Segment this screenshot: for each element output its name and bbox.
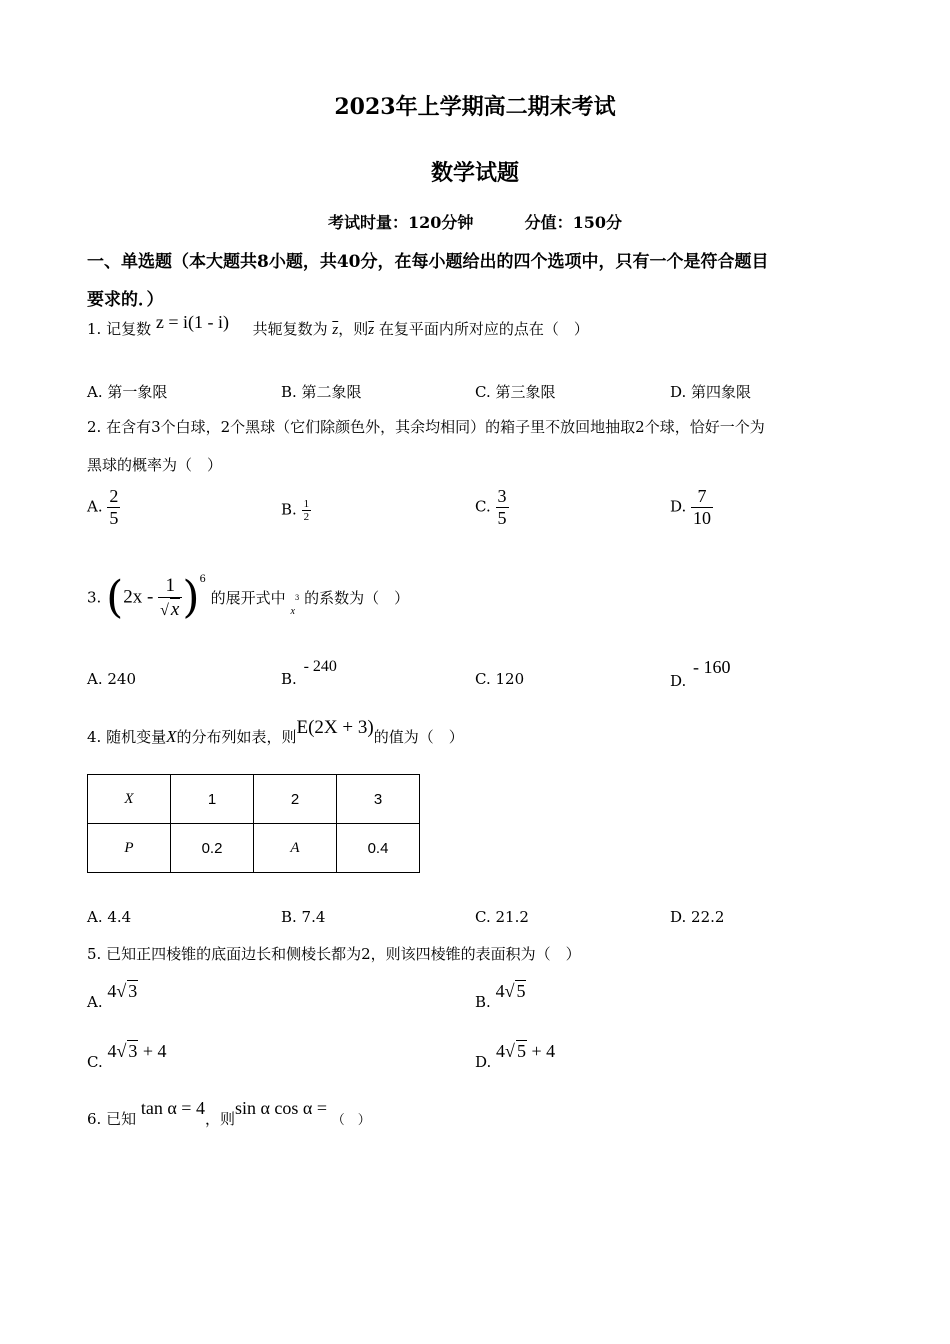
q3-b-value: - 240 — [303, 658, 337, 675]
section-heading: 一、单选题（本大题共8小题，共40分，在每小题给出的四个选项中，只有一个是符合题目 — [87, 252, 769, 272]
q1-prefix: 1. 记复数 — [87, 320, 152, 338]
q2-b-fraction: $\frac{1}{2}$ — [303, 498, 310, 523]
q6-middle: ，则 — [204, 1110, 235, 1128]
q4-suffix: 的值为（ ） — [373, 728, 464, 746]
q4-formula: E(2X + 3) — [296, 717, 374, 738]
q5-a-value: 4√ 3 — [107, 981, 138, 1001]
q4-prefix: 4. 随机变量 — [87, 728, 167, 746]
q3-d-value: - 160 — [693, 657, 731, 677]
q1-option-a[interactable]: A. 第一象限 — [87, 383, 168, 401]
q3-left-paren: ( — [106, 572, 124, 623]
q3-d-label: D. — [670, 672, 687, 690]
q3-option-c[interactable]: C. 120 — [475, 670, 525, 688]
q1-formula: z = i(1 - i) — [155, 312, 229, 332]
q3-middle: 的展开式中 — [210, 589, 286, 607]
q1-conj-2: $\overline{z}$ — [368, 322, 375, 338]
question-6 — [87, 1098, 371, 1129]
q5-a-label: A. — [87, 993, 103, 1011]
question-3 — [87, 572, 409, 623]
q3-expr: 2x - — [123, 586, 154, 608]
q1-option-d[interactable]: D. 第四象限 — [670, 383, 752, 401]
q2-option-b[interactable] — [281, 498, 311, 523]
q4-middle: 的分布列如表，则 — [176, 728, 297, 746]
question-2-line1: 2. 在含有3个白球，2个黑球（它们除颜色外，其余均相同）的箱子里不放回地抽取2个球，恰好一个为 — [87, 418, 765, 436]
question-5: 5. 已知正四棱锥的底面边长和侧棱长都为2，则该四棱锥的表面积为（ ） — [87, 945, 581, 963]
table-cell: P — [88, 824, 171, 873]
q6-prefix: 6. 已知 — [87, 1110, 137, 1128]
q3-option-d[interactable] — [670, 657, 731, 691]
q3-term-power: 3 — [294, 593, 300, 602]
q3-option-a[interactable]: A. 240 — [87, 670, 136, 688]
q5-b-label: B. — [475, 993, 491, 1011]
q2-c-label: C. — [475, 497, 491, 516]
q1-option-b[interactable]: B. 第二象限 — [281, 383, 362, 401]
table-cell: 3 — [337, 775, 420, 824]
distribution-table — [87, 774, 420, 873]
q5-option-a[interactable] — [87, 981, 138, 1012]
q5-c-label: C. — [87, 1053, 103, 1071]
q1-then: ，则 — [338, 320, 369, 338]
q4-option-d[interactable]: D. 22.2 — [670, 908, 725, 926]
q3-power: 6 — [199, 573, 206, 585]
q1-option-c[interactable]: C. 第三象限 — [475, 383, 556, 401]
q4-option-c[interactable]: C. 21.2 — [475, 908, 529, 926]
exam-info — [0, 210, 950, 233]
q3-term: x — [290, 605, 295, 617]
q2-d-label: D. — [670, 497, 687, 516]
subject-title: 数学试题 — [430, 160, 519, 186]
q3-b-label: B. — [281, 670, 297, 688]
q3-right-paren: ) — [182, 572, 200, 623]
q3-option-b[interactable] — [281, 658, 337, 689]
q2-option-c[interactable] — [475, 486, 509, 529]
section-heading-cont: 要求的．） — [87, 290, 164, 310]
q1-suffix: 在复平面内所对应的点在（ ） — [378, 320, 589, 338]
q2-option-a[interactable] — [87, 486, 120, 529]
q5-b-value: 4√ 5 — [495, 981, 526, 1001]
table-cell: 0.2 — [171, 824, 254, 873]
q2-d-fraction: $\frac{7}{10}$ — [693, 486, 712, 528]
q5-c-value: 4√ 3 + 4 — [107, 1041, 167, 1061]
time-label: 考试时量：120分钟 — [328, 213, 474, 232]
table-row — [88, 775, 420, 824]
q4-option-b[interactable]: B. 7.4 — [281, 908, 326, 926]
q2-c-fraction: $\frac{3}{5}$ — [497, 486, 507, 528]
table-cell: 1 — [171, 775, 254, 824]
table-row — [88, 824, 420, 873]
q4-option-a[interactable]: A. 4.4 — [87, 908, 132, 926]
question-2-line2: 黑球的概率为（ ） — [87, 456, 223, 474]
q5-d-label: D. — [475, 1053, 492, 1071]
q5-option-b[interactable] — [475, 981, 526, 1012]
q2-a-fraction: $\frac{2}{5}$ — [109, 486, 119, 528]
table-cell: X — [88, 775, 171, 824]
q2-b-label: B. — [281, 500, 297, 519]
q3-fraction: $\frac{1}{√ x}$ — [158, 575, 182, 621]
q2-a-label: A. — [87, 497, 103, 516]
q6-condition: tan α = 4 — [140, 1098, 205, 1118]
q1-conj: $\overline{z}$ — [332, 322, 339, 338]
q3-prefix: 3. — [87, 588, 102, 607]
table-cell: A — [254, 824, 337, 873]
q1-middle: 共轭复数为 — [252, 320, 328, 338]
q3-suffix: 的系数为（ ） — [304, 589, 410, 607]
q6-formula: sin α cos α = — [234, 1098, 327, 1118]
table-cell: 0.4 — [337, 824, 420, 873]
q4-var: X — [166, 727, 177, 746]
q6-suffix: （ ） — [331, 1113, 371, 1128]
q5-option-d[interactable] — [475, 1041, 556, 1072]
q5-option-c[interactable] — [87, 1041, 167, 1072]
score-label: 分值：150分 — [524, 213, 622, 232]
table-cell: 2 — [254, 775, 337, 824]
exam-title: 2023年上学期高二期末考试 — [334, 94, 616, 120]
question-4 — [87, 717, 464, 748]
question-1 — [87, 312, 589, 339]
q5-d-value: 4√ 5 + 4 — [496, 1041, 556, 1061]
q2-option-d[interactable] — [670, 486, 713, 529]
